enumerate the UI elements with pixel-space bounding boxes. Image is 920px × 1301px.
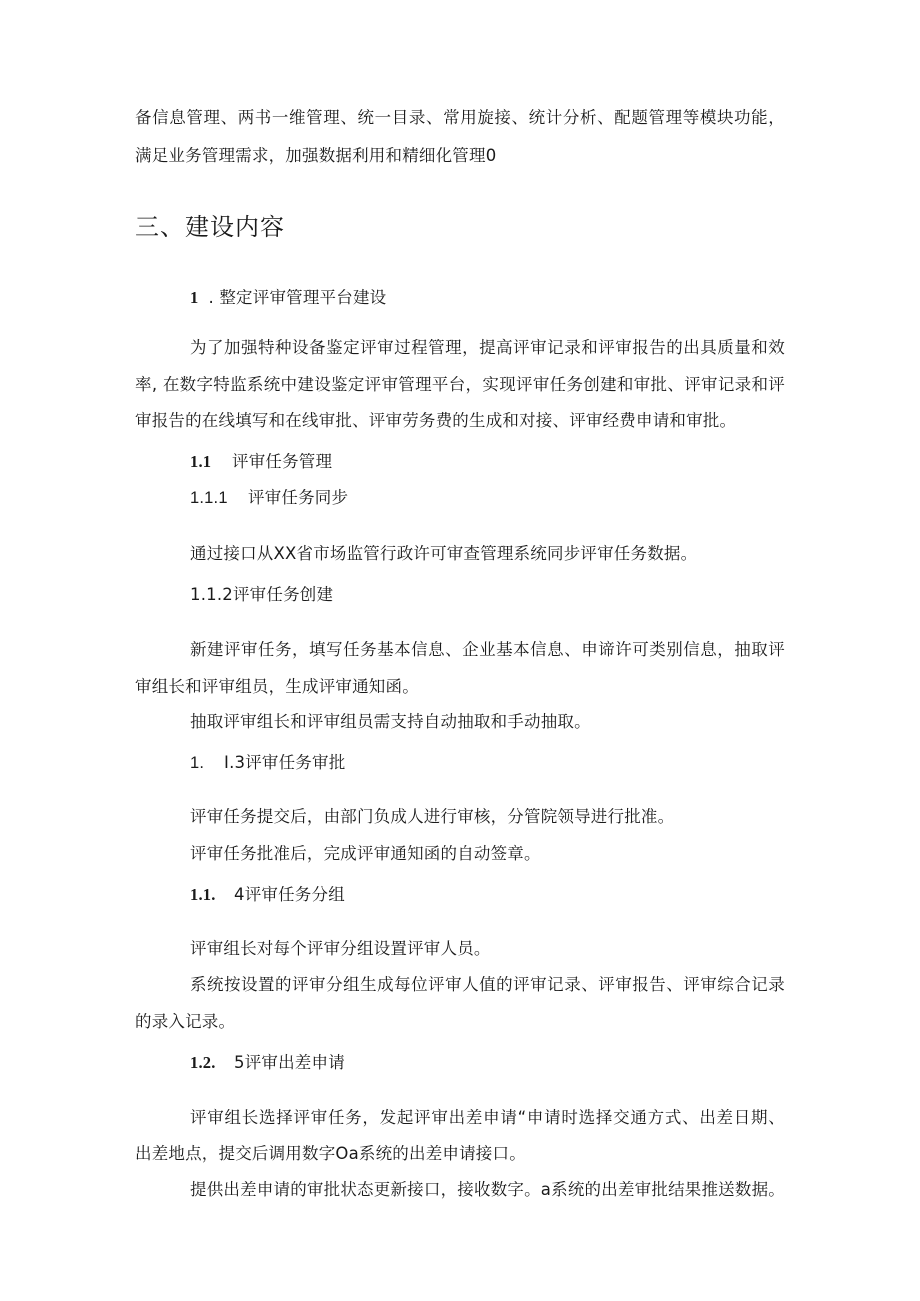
heading-1-1-4-number: 1.1. [190, 885, 216, 904]
heading-1-1-3-title: I.3评审任务审批 [224, 753, 346, 772]
heading-1-2-5 [190, 1052, 345, 1074]
s1-1-2-para-line-1: 新建评审任务，填写任务基本信息、企业基本信息、申谛许可类别信息，抽取评 [190, 640, 785, 659]
intro-line-2: 满足业务管理需求，加强数据利用和精细化管理0 [135, 146, 497, 165]
heading-1 [190, 287, 386, 309]
heading-1-1-3-number: 1. [190, 754, 205, 772]
s1-para-line-2: 率, 在数字特监系统中建设鉴定评审管理平台，实现评审任务创建和审批、评审记录和评 [135, 375, 785, 394]
heading-1-number: 1 [190, 288, 199, 307]
heading-1-1-4-title: 4评审任务分组 [234, 885, 345, 904]
heading-1-2-5-title: 5评审出差申请 [234, 1053, 345, 1072]
s1-1-2-para-2: 抽取评审组长和评审组员需支持自动抽取和手动抽取。 [190, 712, 591, 731]
heading-1-1-3 [190, 752, 345, 774]
s1-para-line-3: 审报告的在线填写和在线审批、评审劳务费的生成和对接、评审经费申请和审批。 [135, 411, 737, 430]
s1-2-5-para-1-line-1: 评审组长选择评审任务，发起评审出差申请“申请时选择交通方式、出差日期、 [190, 1108, 785, 1127]
heading-1-1-1-title: 评审任务同步 [248, 488, 349, 507]
s1-1-4-para-2-line-2: 的录入记录。 [135, 1012, 236, 1031]
heading-1-title: . 整定评审管理平台建设 [208, 288, 387, 307]
heading-1-1-2: 1.1.2评审任务创建 [190, 585, 334, 604]
s1-para-line-1: 为了加强特种设备鉴定评审过程管理，提高评审记录和评审报告的出具质量和效 [190, 338, 785, 357]
s1-1-2-para-line-2: 审组长和评审组员，生成评审通知函。 [135, 677, 419, 696]
s1-2-5-para-1-line-2: 出差地点，提交后调用数字Oa系统的出差申请接口。 [135, 1144, 526, 1163]
heading-1-1-number: 1.1 [190, 452, 212, 471]
s1-1-1-para: 通过接口从XX省市场监管行政许可审查管理系统同步评审任务数据。 [190, 544, 698, 563]
heading-1-1-1-number: 1.1.1 [190, 489, 228, 507]
s1-1-3-para-2: 评审任务批准后，完成评审通知函的自动签章。 [190, 844, 541, 863]
heading-1-1-title: 评审任务管理 [232, 452, 333, 471]
heading-1-1-4 [190, 884, 345, 906]
heading-1-1 [190, 451, 332, 473]
heading-1-2-5-number: 1.2. [190, 1053, 216, 1072]
section-heading: 三、建设内容 [135, 213, 285, 241]
heading-1-1-1 [190, 487, 348, 509]
s1-1-4-para-1: 评审组长对每个评审分组设置评审人员。 [190, 939, 491, 958]
s1-1-4-para-2-line-1: 系统按设置的评审分组生成每位评审人值的评审记录、评审报告、评审综合记录 [190, 975, 785, 994]
intro-line-1: 备信息管理、两书一维管理、统一目录、常用旋接、统计分析、配题管理等模块功能， [135, 108, 785, 127]
s1-1-3-para-1: 评审任务提交后，由部门负成人进行审核，分管院领导进行批准。 [190, 807, 675, 826]
s1-2-5-para-2: 提供出差申请的审批状态更新接口，接收数字。a系统的出差审批结果推送数据。 [190, 1180, 785, 1199]
